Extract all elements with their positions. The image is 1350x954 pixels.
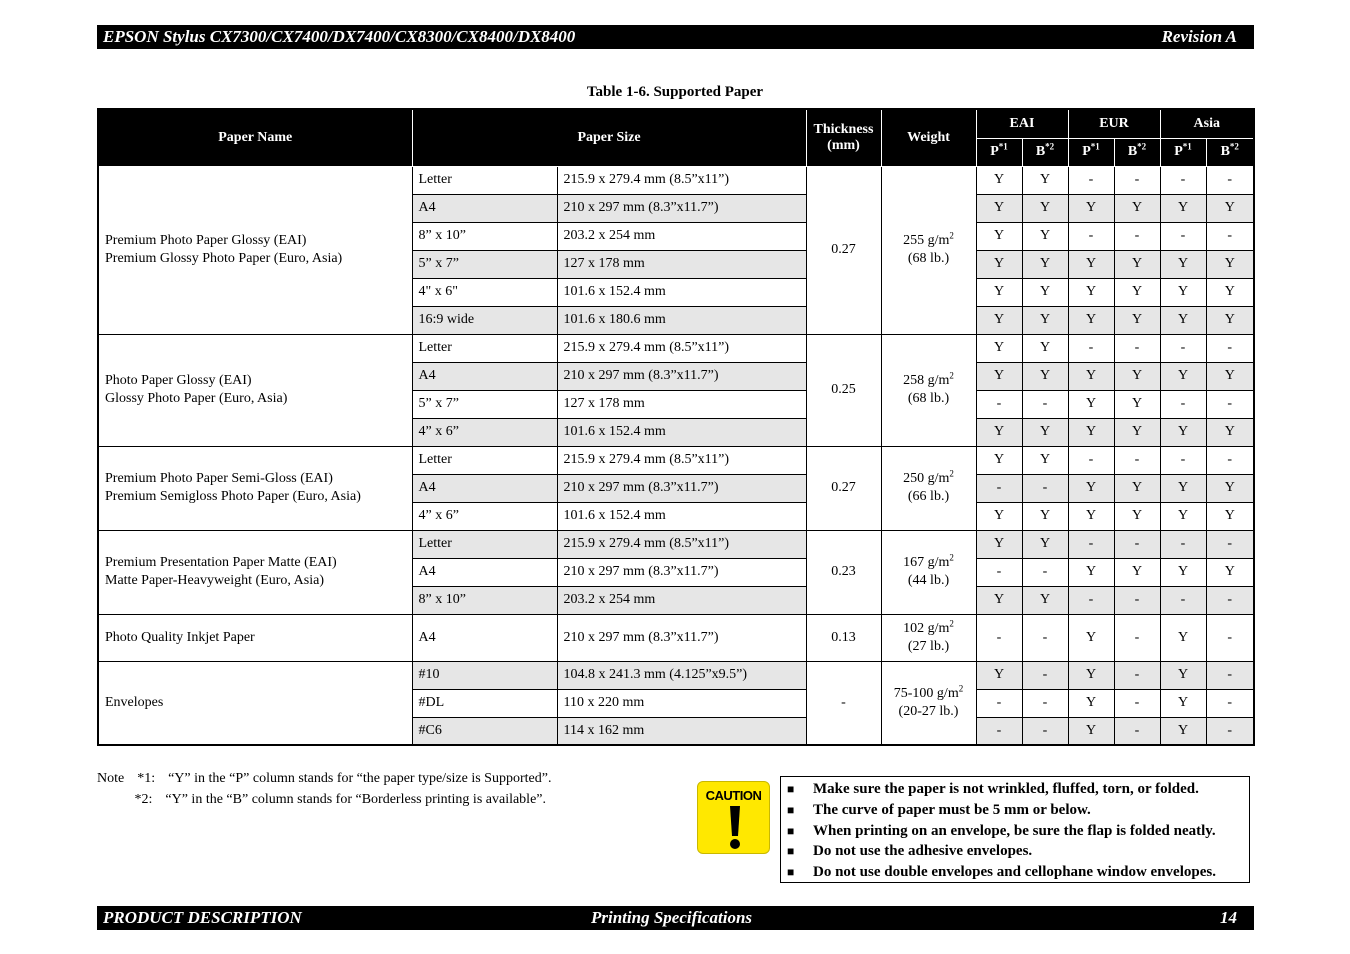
paper-dimension-cell: 215.9 x 279.4 mm (8.5”x11”) — [557, 334, 806, 362]
support-flag-cell: Y — [976, 530, 1022, 558]
weight-pounds: (68 lb.) — [907, 251, 950, 266]
support-flag-cell: Y — [1114, 418, 1160, 446]
weight-metric — [888, 232, 970, 250]
support-flag-cell: - — [1160, 222, 1206, 250]
caution-item — [787, 821, 1243, 842]
support-flag-cell: Y — [1206, 558, 1254, 586]
footer-section: PRODUCT DESCRIPTION — [103, 908, 302, 927]
paper-dimension-cell: 215.9 x 279.4 mm (8.5”x11”) — [557, 530, 806, 558]
paper-name-cell — [98, 661, 412, 745]
note-text-2: “Y” in the “B” column stands for “Borderless printing is available”. — [165, 792, 547, 807]
support-flag-cell: Y — [1206, 502, 1254, 530]
weight-unit-superscript: 2 — [949, 617, 954, 628]
paper-dimension-cell: 203.2 x 254 mm — [557, 586, 806, 614]
support-flag-cell: Y — [1068, 661, 1114, 689]
support-flag-cell: Y — [1022, 530, 1068, 558]
support-flag-cell: Y — [1022, 334, 1068, 362]
paper-size-cell: Letter — [412, 530, 557, 558]
paper-size-cell: Letter — [412, 446, 557, 474]
weight-cell — [881, 166, 976, 334]
support-flag-cell: - — [1114, 689, 1160, 717]
support-flag-cell: - — [1114, 586, 1160, 614]
support-flag-cell: - — [1114, 661, 1160, 689]
weight-cell — [881, 446, 976, 530]
paper-size-cell: 5” x 7” — [412, 390, 557, 418]
paper-dimension-cell: 210 x 297 mm (8.3”x11.7”) — [557, 614, 806, 661]
paper-name-line: Envelopes — [105, 694, 164, 710]
weight-unit-superscript: 2 — [949, 468, 954, 479]
support-flag-cell: Y — [1114, 558, 1160, 586]
weight-metric — [888, 685, 970, 703]
support-flag-cell: Y — [976, 586, 1022, 614]
thickness-cell: 0.27 — [806, 446, 881, 530]
support-flag-cell: - — [1160, 446, 1206, 474]
square-bullet-icon: ■ — [787, 782, 795, 796]
header-eur-p — [1068, 138, 1114, 166]
support-flag-cell: Y — [1068, 418, 1114, 446]
paper-dimension-cell: 114 x 162 mm — [557, 717, 806, 745]
caution-item-text: When printing on an envelope, be sure the flap is folded neatly. — [813, 822, 1216, 839]
support-flag-cell: Y — [1068, 614, 1114, 661]
paper-name-line: Matte Paper-Heavyweight (Euro, Asia) — [105, 573, 324, 588]
support-flag-cell: Y — [1068, 194, 1114, 222]
support-flag-cell: Y — [1022, 502, 1068, 530]
table-row — [98, 661, 1254, 689]
header-paper-size: Paper Size — [412, 109, 806, 166]
header-asia-p — [1160, 138, 1206, 166]
support-flag-cell: - — [976, 390, 1022, 418]
support-flag-cell: - — [1160, 530, 1206, 558]
support-flag-cell: - — [1206, 166, 1254, 194]
weight-value: 75-100 g/m — [893, 685, 959, 701]
table-row — [98, 446, 1254, 474]
support-flag-cell: - — [1160, 334, 1206, 362]
support-flag-cell: - — [1068, 446, 1114, 474]
support-flag-cell: - — [1114, 334, 1160, 362]
support-flag-cell: Y — [1068, 689, 1114, 717]
support-flag-cell: Y — [976, 334, 1022, 362]
paper-size-cell: 4” x 6” — [412, 418, 557, 446]
header-p-note: *1 — [1182, 141, 1192, 152]
paper-size-cell: A4 — [412, 614, 557, 661]
header-p-note: *1 — [998, 141, 1008, 152]
paper-size-cell: 5” x 7” — [412, 250, 557, 278]
paper-name-line: Premium Glossy Photo Paper (Euro, Asia) — [105, 251, 343, 266]
support-flag-cell: - — [1114, 166, 1160, 194]
support-flag-cell: Y — [1022, 278, 1068, 306]
support-flag-cell: Y — [976, 502, 1022, 530]
weight-metric — [888, 554, 970, 572]
paper-size-cell: 4" x 6" — [412, 278, 557, 306]
paper-size-cell: A4 — [412, 194, 557, 222]
weight-unit-superscript: 2 — [949, 370, 954, 381]
paper-dimension-cell: 210 x 297 mm (8.3”x11.7”) — [557, 474, 806, 502]
support-flag-cell: - — [1068, 334, 1114, 362]
header-b-note: *2 — [1229, 141, 1239, 152]
support-flag-cell: - — [1068, 222, 1114, 250]
paper-size-cell: A4 — [412, 474, 557, 502]
note-label: Note — [97, 771, 125, 786]
support-flag-cell: Y — [1160, 306, 1206, 334]
support-flag-cell: Y — [1068, 558, 1114, 586]
support-flag-cell: - — [1068, 586, 1114, 614]
weight-pounds: (44 lb.) — [907, 573, 950, 588]
header-p-label: P — [1174, 144, 1183, 159]
support-flag-cell: Y — [1068, 278, 1114, 306]
weight-unit-superscript: 2 — [949, 230, 954, 241]
support-flag-cell: Y — [1160, 250, 1206, 278]
table-row — [98, 614, 1254, 661]
support-flag-cell: Y — [1160, 558, 1206, 586]
weight-cell — [881, 530, 976, 614]
paper-dimension-cell: 215.9 x 279.4 mm (8.5”x11”) — [557, 446, 806, 474]
paper-size-cell: Letter — [412, 334, 557, 362]
weight-value: 255 g/m — [903, 233, 950, 248]
support-flag-cell: Y — [976, 278, 1022, 306]
paper-name-line: Premium Photo Paper Glossy (EAI) — [105, 233, 307, 248]
paper-dimension-cell: 127 x 178 mm — [557, 250, 806, 278]
paper-size-cell: 8” x 10” — [412, 586, 557, 614]
support-flag-cell: Y — [1160, 661, 1206, 689]
support-flag-cell: Y — [1160, 689, 1206, 717]
support-flag-cell: Y — [1022, 166, 1068, 194]
support-flag-cell: Y — [1206, 194, 1254, 222]
support-flag-cell: Y — [1114, 278, 1160, 306]
support-flag-cell: - — [1068, 530, 1114, 558]
support-flag-cell: Y — [976, 362, 1022, 390]
support-flag-cell: Y — [1206, 250, 1254, 278]
support-flag-cell: - — [1114, 222, 1160, 250]
caution-item-text: Do not use the adhesive envelopes. — [813, 843, 1033, 860]
support-flag-cell: Y — [1114, 362, 1160, 390]
support-flag-cell: Y — [1114, 306, 1160, 334]
support-flag-cell: Y — [1068, 474, 1114, 502]
paper-name-cell — [98, 166, 412, 334]
header-b-note: *2 — [1137, 141, 1147, 152]
support-flag-cell: - — [1022, 661, 1068, 689]
paper-dimension-cell: 127 x 178 mm — [557, 390, 806, 418]
support-flag-cell: - — [1206, 222, 1254, 250]
support-flag-cell: - — [1022, 717, 1068, 745]
note-mark-1: *1: — [137, 771, 156, 786]
weight-value: 102 g/m — [903, 620, 950, 636]
weight-metric — [888, 617, 970, 638]
support-flag-cell: Y — [1022, 194, 1068, 222]
weight-metric — [888, 372, 970, 390]
revision-label: Revision A — [1161, 27, 1237, 46]
paper-size-cell: 4” x 6” — [412, 502, 557, 530]
weight-unit-superscript: 2 — [949, 552, 954, 563]
caution-item-text: Make sure the paper is not wrinkled, fluffed, torn, or folded. — [813, 781, 1199, 797]
caution-item-text: Do not use double envelopes and cellophane window envelopes. — [813, 864, 1216, 881]
weight-value: 258 g/m — [903, 373, 950, 388]
paper-name-line: Premium Photo Paper Semi-Gloss (EAI) — [105, 471, 333, 486]
support-flag-cell: Y — [1068, 250, 1114, 278]
weight-pounds: (27 lb.) — [907, 638, 950, 654]
header-thickness-label: Thickness — [813, 121, 874, 137]
footer-subsection: Printing Specifications — [591, 908, 753, 927]
paper-size-cell: A4 — [412, 362, 557, 390]
note-mark-2: *2: — [134, 792, 153, 807]
support-flag-cell: Y — [1160, 362, 1206, 390]
support-flag-cell: - — [1160, 390, 1206, 418]
support-flag-cell: Y — [1022, 418, 1068, 446]
support-flag-cell: Y — [1022, 306, 1068, 334]
table-row — [98, 334, 1254, 362]
weight-pounds: (20-27 lb.) — [898, 703, 959, 719]
support-flag-cell: Y — [1022, 446, 1068, 474]
header-paper-name: Paper Name — [98, 109, 412, 166]
support-flag-cell: - — [1114, 446, 1160, 474]
paper-dimension-cell: 101.6 x 180.6 mm — [557, 306, 806, 334]
document-title: EPSON Stylus CX7300/CX7400/DX7400/CX8300/CX8400/DX8400 — [103, 27, 576, 46]
paper-name-line: Premium Semigloss Photo Paper (Euro, Asia) — [105, 489, 361, 504]
support-flag-cell: Y — [1114, 250, 1160, 278]
support-flag-cell: - — [1206, 661, 1254, 689]
support-flag-cell: Y — [1022, 222, 1068, 250]
support-flag-cell: Y — [1206, 306, 1254, 334]
paper-name-cell — [98, 530, 412, 614]
support-flag-cell: - — [1160, 166, 1206, 194]
header-eai: EAI — [976, 109, 1068, 138]
support-flag-cell: - — [1206, 614, 1254, 661]
caution-item — [787, 800, 1243, 821]
support-flag-cell: Y — [976, 661, 1022, 689]
weight-cell — [881, 334, 976, 446]
paper-dimension-cell: 101.6 x 152.4 mm — [557, 502, 806, 530]
support-flag-cell: Y — [1114, 502, 1160, 530]
support-flag-cell: Y — [1160, 502, 1206, 530]
weight-pounds: (66 lb.) — [907, 489, 950, 504]
header-eai-b — [1022, 138, 1068, 166]
header-b-note: *2 — [1045, 141, 1055, 152]
header-eur-b — [1114, 138, 1160, 166]
paper-dimension-cell: 210 x 297 mm (8.3”x11.7”) — [557, 558, 806, 586]
thickness-cell: 0.13 — [806, 614, 881, 661]
support-flag-cell: Y — [1022, 586, 1068, 614]
header-b-label: B — [1220, 144, 1230, 159]
square-bullet-icon: ■ — [787, 844, 795, 859]
support-flag-cell: - — [1022, 689, 1068, 717]
caution-item-text: The curve of paper must be 5 mm or below. — [813, 801, 1091, 818]
header-asia-b — [1206, 138, 1254, 166]
weight-metric — [888, 470, 970, 488]
note-text-1: “Y” in the “P” column stands for “the paper type/size is Supported”. — [168, 771, 552, 786]
support-flag-cell: Y — [1022, 250, 1068, 278]
page-header-bar — [97, 25, 1254, 49]
paper-name-line: Photo Quality Inkjet Paper — [105, 629, 255, 645]
support-flag-cell: - — [1022, 614, 1068, 661]
weight-pounds: (68 lb.) — [907, 391, 950, 406]
header-thickness-unit: (mm) — [827, 137, 860, 153]
paper-dimension-cell: 101.6 x 152.4 mm — [557, 278, 806, 306]
supported-paper-table — [97, 108, 1255, 746]
square-bullet-icon: ■ — [787, 802, 795, 817]
support-flag-cell: - — [1022, 474, 1068, 502]
caution-item — [787, 862, 1243, 883]
support-flag-cell: Y — [976, 166, 1022, 194]
caution-icon-label: CAUTION — [705, 788, 762, 803]
support-flag-cell: - — [1114, 717, 1160, 745]
paper-dimension-cell: 215.9 x 279.4 mm (8.5”x11”) — [557, 166, 806, 194]
support-flag-cell: Y — [1114, 194, 1160, 222]
support-flag-cell: - — [976, 614, 1022, 661]
support-flag-cell: - — [1022, 558, 1068, 586]
support-flag-cell: Y — [1206, 362, 1254, 390]
support-flag-cell: Y — [1022, 362, 1068, 390]
support-flag-cell: Y — [1160, 194, 1206, 222]
support-flag-cell: - — [1206, 334, 1254, 362]
table-notes — [97, 768, 551, 810]
caution-item — [787, 779, 1243, 800]
thickness-cell: 0.23 — [806, 530, 881, 614]
support-flag-cell: - — [1206, 446, 1254, 474]
support-flag-cell: - — [1114, 530, 1160, 558]
support-flag-cell: Y — [1114, 474, 1160, 502]
weight-cell — [881, 614, 976, 661]
header-eai-p — [976, 138, 1022, 166]
weight-value: 250 g/m — [903, 471, 950, 486]
table-row — [98, 166, 1254, 194]
paper-dimension-cell: 210 x 297 mm (8.3”x11.7”) — [557, 362, 806, 390]
weight-unit-superscript: 2 — [958, 683, 964, 694]
support-flag-cell: - — [1160, 586, 1206, 614]
caution-item — [787, 841, 1243, 862]
page-footer-bar — [97, 906, 1254, 930]
support-flag-cell: - — [976, 474, 1022, 502]
support-flag-cell: - — [976, 558, 1022, 586]
paper-size-cell: A4 — [412, 558, 557, 586]
paper-dimension-cell: 210 x 297 mm (8.3”x11.7”) — [557, 194, 806, 222]
weight-value: 167 g/m — [903, 555, 950, 570]
header-thickness — [806, 109, 881, 166]
page-number: 14 — [1220, 908, 1237, 927]
paper-dimension-cell: 101.6 x 152.4 mm — [557, 418, 806, 446]
support-flag-cell: Y — [976, 418, 1022, 446]
header-b-label: B — [1035, 144, 1046, 159]
support-flag-cell: Y — [1068, 390, 1114, 418]
caution-box — [780, 776, 1250, 883]
support-flag-cell: - — [976, 717, 1022, 745]
square-bullet-icon: ■ — [787, 823, 795, 838]
support-flag-cell: Y — [1160, 278, 1206, 306]
support-flag-cell: - — [1206, 586, 1254, 614]
paper-size-cell: #C6 — [412, 717, 557, 745]
support-flag-cell: Y — [976, 446, 1022, 474]
support-flag-cell: - — [1114, 614, 1160, 661]
note-row-2 — [97, 789, 551, 810]
header-p-label: P — [990, 144, 999, 159]
square-bullet-icon: ■ — [787, 865, 795, 880]
support-flag-cell: Y — [1068, 502, 1114, 530]
header-p-label: P — [1082, 144, 1091, 159]
table-caption: Table 1-6. Supported Paper — [586, 84, 764, 100]
support-flag-cell: Y — [1206, 278, 1254, 306]
header-p-note: *1 — [1090, 141, 1100, 152]
support-flag-cell: - — [976, 689, 1022, 717]
support-flag-cell: Y — [1068, 362, 1114, 390]
exclamation-icon — [698, 782, 771, 855]
paper-dimension-cell: 104.8 x 241.3 mm (4.125”x9.5”) — [557, 661, 806, 689]
header-asia: Asia — [1160, 109, 1254, 138]
support-flag-cell: Y — [1114, 390, 1160, 418]
paper-dimension-cell: 110 x 220 mm — [557, 689, 806, 717]
paper-dimension-cell: 203.2 x 254 mm — [557, 222, 806, 250]
paper-name-cell — [98, 614, 412, 661]
support-flag-cell: Y — [976, 194, 1022, 222]
support-flag-cell: Y — [1206, 418, 1254, 446]
paper-size-cell: #DL — [412, 689, 557, 717]
table-row — [98, 530, 1254, 558]
support-flag-cell: Y — [1068, 306, 1114, 334]
caution-icon — [697, 781, 770, 854]
thickness-cell: - — [806, 661, 881, 745]
support-flag-cell: - — [1206, 717, 1254, 745]
support-flag-cell: Y — [1160, 717, 1206, 745]
support-flag-cell: - — [1068, 166, 1114, 194]
paper-name-line: Photo Paper Glossy (EAI) — [105, 373, 252, 388]
paper-size-cell: 16:9 wide — [412, 306, 557, 334]
thickness-cell: 0.25 — [806, 334, 881, 446]
support-flag-cell: Y — [1068, 717, 1114, 745]
support-flag-cell: - — [1206, 390, 1254, 418]
support-flag-cell: Y — [976, 250, 1022, 278]
paper-size-cell: #10 — [412, 661, 557, 689]
support-flag-cell: - — [1022, 390, 1068, 418]
paper-name-cell — [98, 334, 412, 446]
header-weight: Weight — [881, 109, 976, 166]
paper-name-line: Premium Presentation Paper Matte (EAI) — [105, 555, 337, 570]
header-b-label: B — [1127, 144, 1138, 159]
paper-size-cell: 8” x 10” — [412, 222, 557, 250]
support-flag-cell: - — [1206, 530, 1254, 558]
weight-cell — [881, 661, 976, 745]
paper-size-cell: Letter — [412, 166, 557, 194]
thickness-cell: 0.27 — [806, 166, 881, 334]
support-flag-cell: Y — [1160, 474, 1206, 502]
support-flag-cell: Y — [976, 306, 1022, 334]
header-eur: EUR — [1068, 109, 1160, 138]
support-flag-cell: Y — [976, 222, 1022, 250]
paper-name-line: Glossy Photo Paper (Euro, Asia) — [105, 391, 288, 406]
note-row-1 — [97, 768, 551, 789]
support-flag-cell: Y — [1160, 614, 1206, 661]
support-flag-cell: Y — [1206, 474, 1254, 502]
paper-name-cell — [98, 446, 412, 530]
support-flag-cell: - — [1206, 689, 1254, 717]
support-flag-cell: Y — [1160, 418, 1206, 446]
